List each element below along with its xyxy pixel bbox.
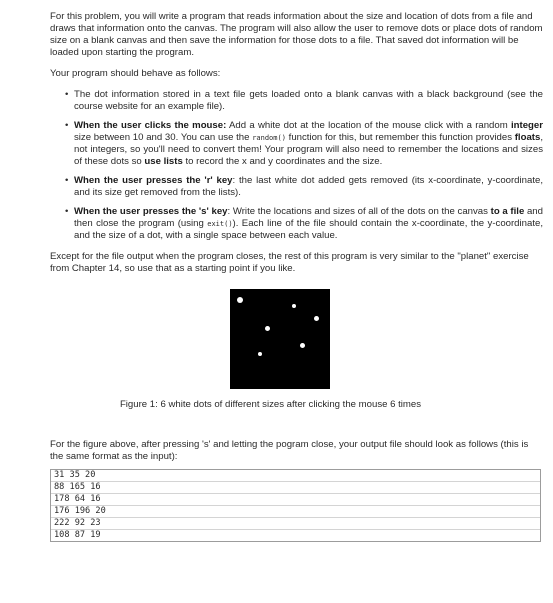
figure: [50, 289, 543, 439]
bullet-text: The dot information stored in a text file gets loaded onto a blank canvas with a black background (see the course website for an example file).: [74, 89, 543, 112]
bullet-text: and then close the program (using: [74, 206, 543, 229]
after-paragraph: Except for the file output when the program closes, the rest of this program is very similar to the "planet" exercise from Chapter 14, so use that as a starting point if you like.: [50, 251, 529, 274]
bullet-text: : the last white dot added gets removed (its x-coordinate, y-coordinate, and its size get removed from the lists).: [74, 175, 543, 198]
white-dot: [237, 297, 243, 303]
bold-phrase: When the user presses the 'r' key: [74, 175, 233, 186]
white-dot: [300, 343, 305, 348]
file-line: 108 87 19: [54, 530, 101, 540]
bullet-text: function for this, but remember this function provides: [285, 132, 515, 143]
output-file-box: [50, 469, 541, 542]
list-item: [66, 175, 543, 199]
file-line: 222 92 23: [51, 518, 540, 530]
bold-phrase: floats: [514, 132, 541, 143]
behavior-list: [50, 89, 543, 242]
bold-phrase: integer: [511, 120, 543, 131]
bullet-icon: •: [65, 206, 69, 217]
bullet-text: , not integers, so you'll need to convert them! Your program will also need to remember the locations and sizes of these dots so: [74, 132, 543, 167]
bold-phrase: to a file: [490, 206, 525, 217]
file-line: 88 165 16: [51, 482, 540, 494]
bullet-text: Add a white dot at the location of the mouse click with a random: [226, 120, 511, 131]
white-dot: [265, 326, 270, 331]
bullet-text: : Write the locations and sizes of all of the dots on the canvas: [227, 206, 491, 217]
file-line: 178 64 16: [51, 494, 540, 506]
bold-phrase: When the user presses the 's' key: [74, 206, 228, 217]
intro-paragraph: For this problem, you will write a program that reads information about the size and location of dots from a file and draws that information onto the canvas. The program will also allow the user to remove dots or place dots of random size on a blank canvas and then save the information for those dots to a file. That saved dot information will be loaded upon starting the program.: [50, 11, 543, 58]
bullet-text: size between 10 and 30. You can use the: [74, 132, 253, 143]
white-dot: [292, 304, 296, 308]
bullet-icon: •: [65, 89, 69, 100]
inline-code: random(): [252, 134, 286, 142]
figure-caption: Figure 1: 6 white dots of different sizes after clicking the mouse 6 times: [119, 399, 422, 410]
dots-canvas: [230, 289, 330, 389]
list-item: [66, 120, 543, 168]
output-paragraph: For the figure above, after pressing 's' and letting the pogram close, your output file should look as follows (this is the same format as the input):: [50, 439, 529, 462]
bullet-icon: •: [65, 120, 69, 131]
bullet-text: ). Each line of the file should contain the x-coordinate, the y-coordinate, and the size of a dot, with a single space between each value.: [74, 218, 543, 241]
bullet-icon: •: [65, 175, 69, 186]
file-line: 176 196 20: [51, 506, 540, 518]
bold-phrase: use lists: [144, 156, 183, 167]
bullet-text: to record the x and y coordinates and the size.: [182, 156, 383, 167]
white-dot: [314, 316, 319, 321]
file-line: 31 35 20: [51, 470, 540, 482]
behavior-lead: Your program should behave as follows:: [50, 68, 221, 79]
bold-phrase: When the user clicks the mouse:: [74, 120, 227, 131]
white-dot: [258, 352, 262, 356]
list-item: [66, 206, 543, 242]
inline-code: exit(): [207, 220, 233, 228]
list-item: [66, 89, 543, 113]
document-page: [50, 11, 543, 542]
